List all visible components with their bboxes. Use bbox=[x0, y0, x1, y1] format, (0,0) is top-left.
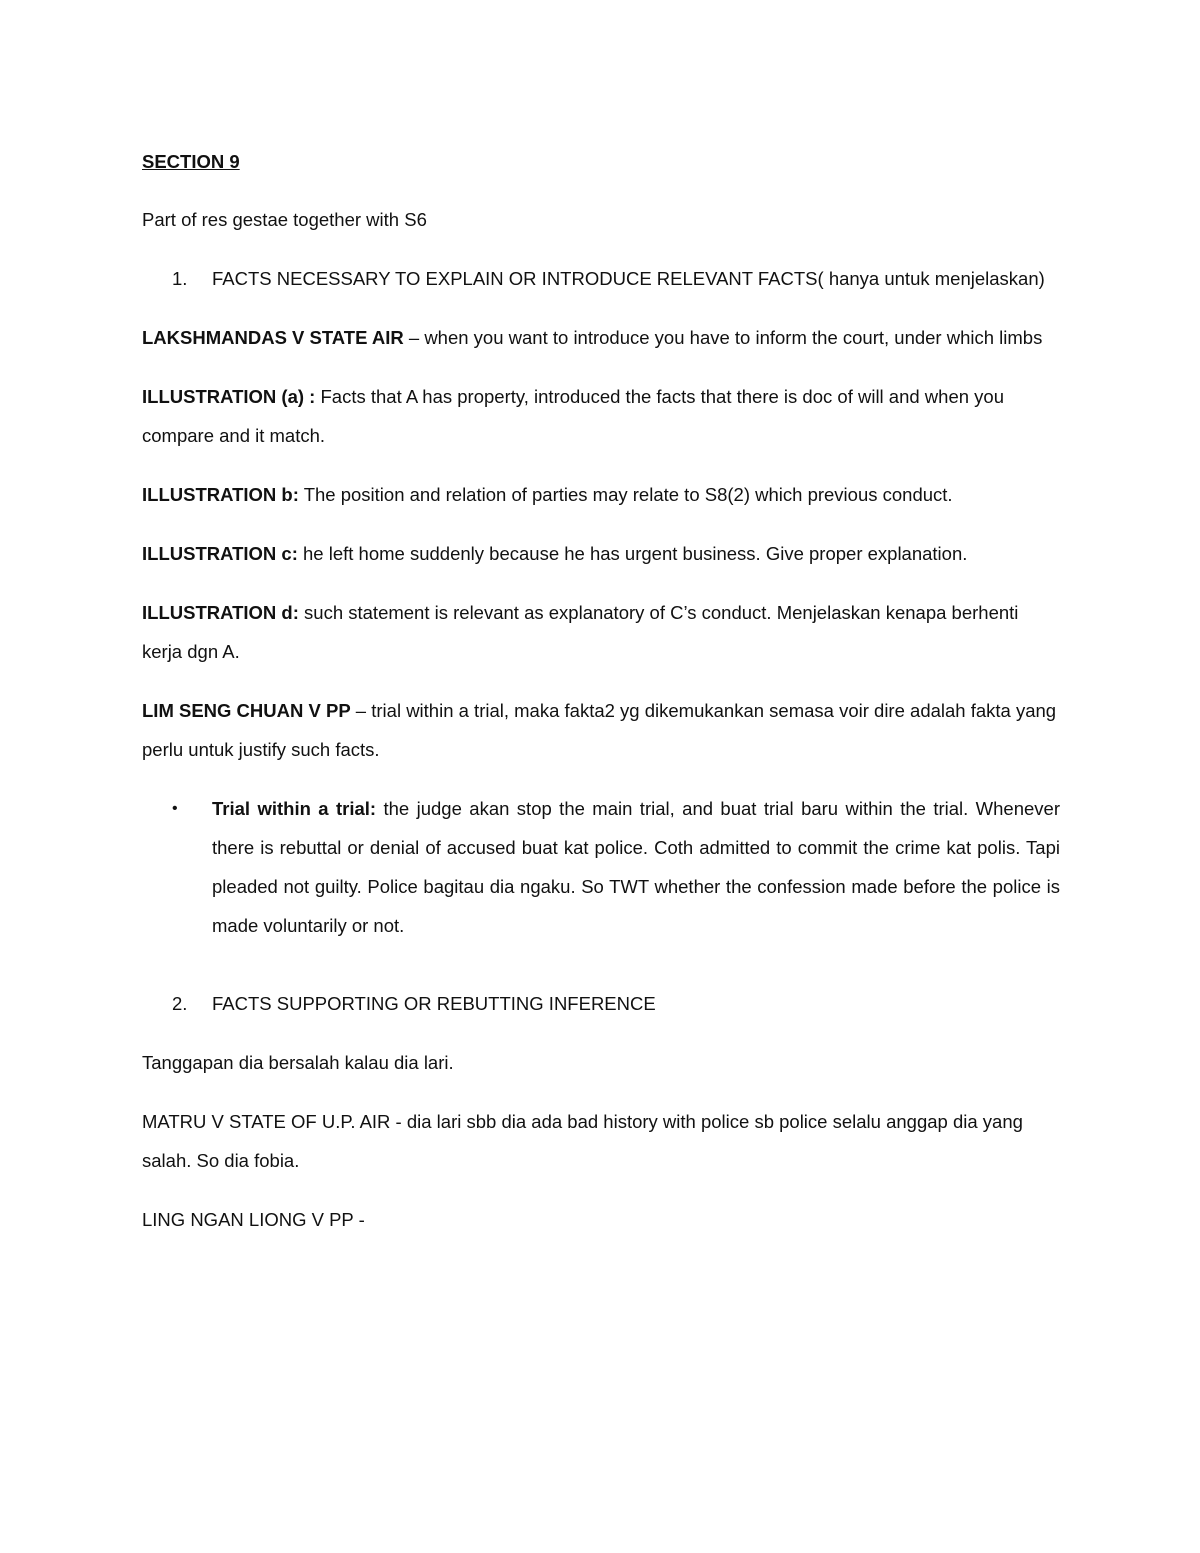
illustration-b bbox=[142, 475, 1060, 514]
numbered-item-2 bbox=[142, 984, 1060, 1023]
item-number: 2. bbox=[172, 993, 188, 1014]
bullet-icon: • bbox=[172, 800, 178, 817]
document-body bbox=[142, 142, 1060, 1259]
case-name: LIM SENG CHUAN V PP bbox=[142, 700, 351, 721]
case-name: LAKSHMANDAS V STATE AIR bbox=[142, 327, 404, 348]
illustration-label: ILLUSTRATION b: bbox=[142, 484, 299, 505]
illustration-text: The position and relation of parties may relate to S8(2) which previous conduct. bbox=[298, 484, 953, 505]
illustration-text: he left home suddenly because he has urgent business. Give proper explanation. bbox=[297, 543, 968, 564]
case-text: – when you want to introduce you have to inform the court, under which limbs bbox=[403, 327, 1043, 348]
tanggapan-paragraph: Tanggapan dia bersalah kalau dia lari. bbox=[142, 1052, 454, 1073]
numbered-item-1 bbox=[142, 259, 1060, 298]
bullet-label: Trial within a trial: bbox=[212, 798, 377, 819]
illustration-text: such statement is relevant as explanatory of C’s conduct. Menjelaskan kenapa berhenti kerja dgn A. bbox=[142, 602, 1019, 662]
illustration-label: ILLUSTRATION c: bbox=[142, 543, 298, 564]
case-text: – trial within a trial, maka fakta2 yg dikemukankan semasa voir dire adalah fakta yang perlu untuk justify such facts. bbox=[142, 700, 1057, 760]
section-heading: SECTION 9 bbox=[142, 151, 240, 172]
item-number: 1. bbox=[172, 268, 188, 289]
item-text: FACTS NECESSARY TO EXPLAIN OR INTRODUCE RELEVANT FACTS( hanya untuk menjelaskan) bbox=[212, 268, 1045, 289]
illustration-d bbox=[142, 593, 1060, 671]
case-lakshmandas bbox=[142, 318, 1060, 357]
item-text: FACTS SUPPORTING OR REBUTTING INFERENCE bbox=[212, 993, 656, 1014]
bullet-item bbox=[142, 789, 1060, 945]
illustration-label: ILLUSTRATION d: bbox=[142, 602, 299, 623]
illustration-text: Facts that A has property, introduced the facts that there is doc of will and when you compare and it match. bbox=[142, 386, 1004, 446]
intro-paragraph: Part of res gestae together with S6 bbox=[142, 209, 427, 230]
illustration-a bbox=[142, 377, 1060, 455]
bullet-text: the judge akan stop the main trial, and buat trial baru within the trial. Whenever there is rebuttal or denial of accused buat kat police. Coth admitted to commit the crime kat polis. Tapi pleaded not guilty. Police bagitau dia ngaku. So TWT whether the confession made before the police is made voluntarily or not. bbox=[212, 798, 1060, 936]
case-lim-seng-chuan bbox=[142, 691, 1060, 769]
case-matru: MATRU V STATE OF U.P. AIR - dia lari sbb dia ada bad history with police sb police selalu anggap dia yang salah. So dia fobia. bbox=[142, 1111, 1023, 1171]
case-ling-ngan-liong: LING NGAN LIONG V PP - bbox=[142, 1209, 365, 1230]
illustration-label: ILLUSTRATION (a) : bbox=[142, 386, 316, 407]
illustration-c bbox=[142, 534, 1060, 573]
